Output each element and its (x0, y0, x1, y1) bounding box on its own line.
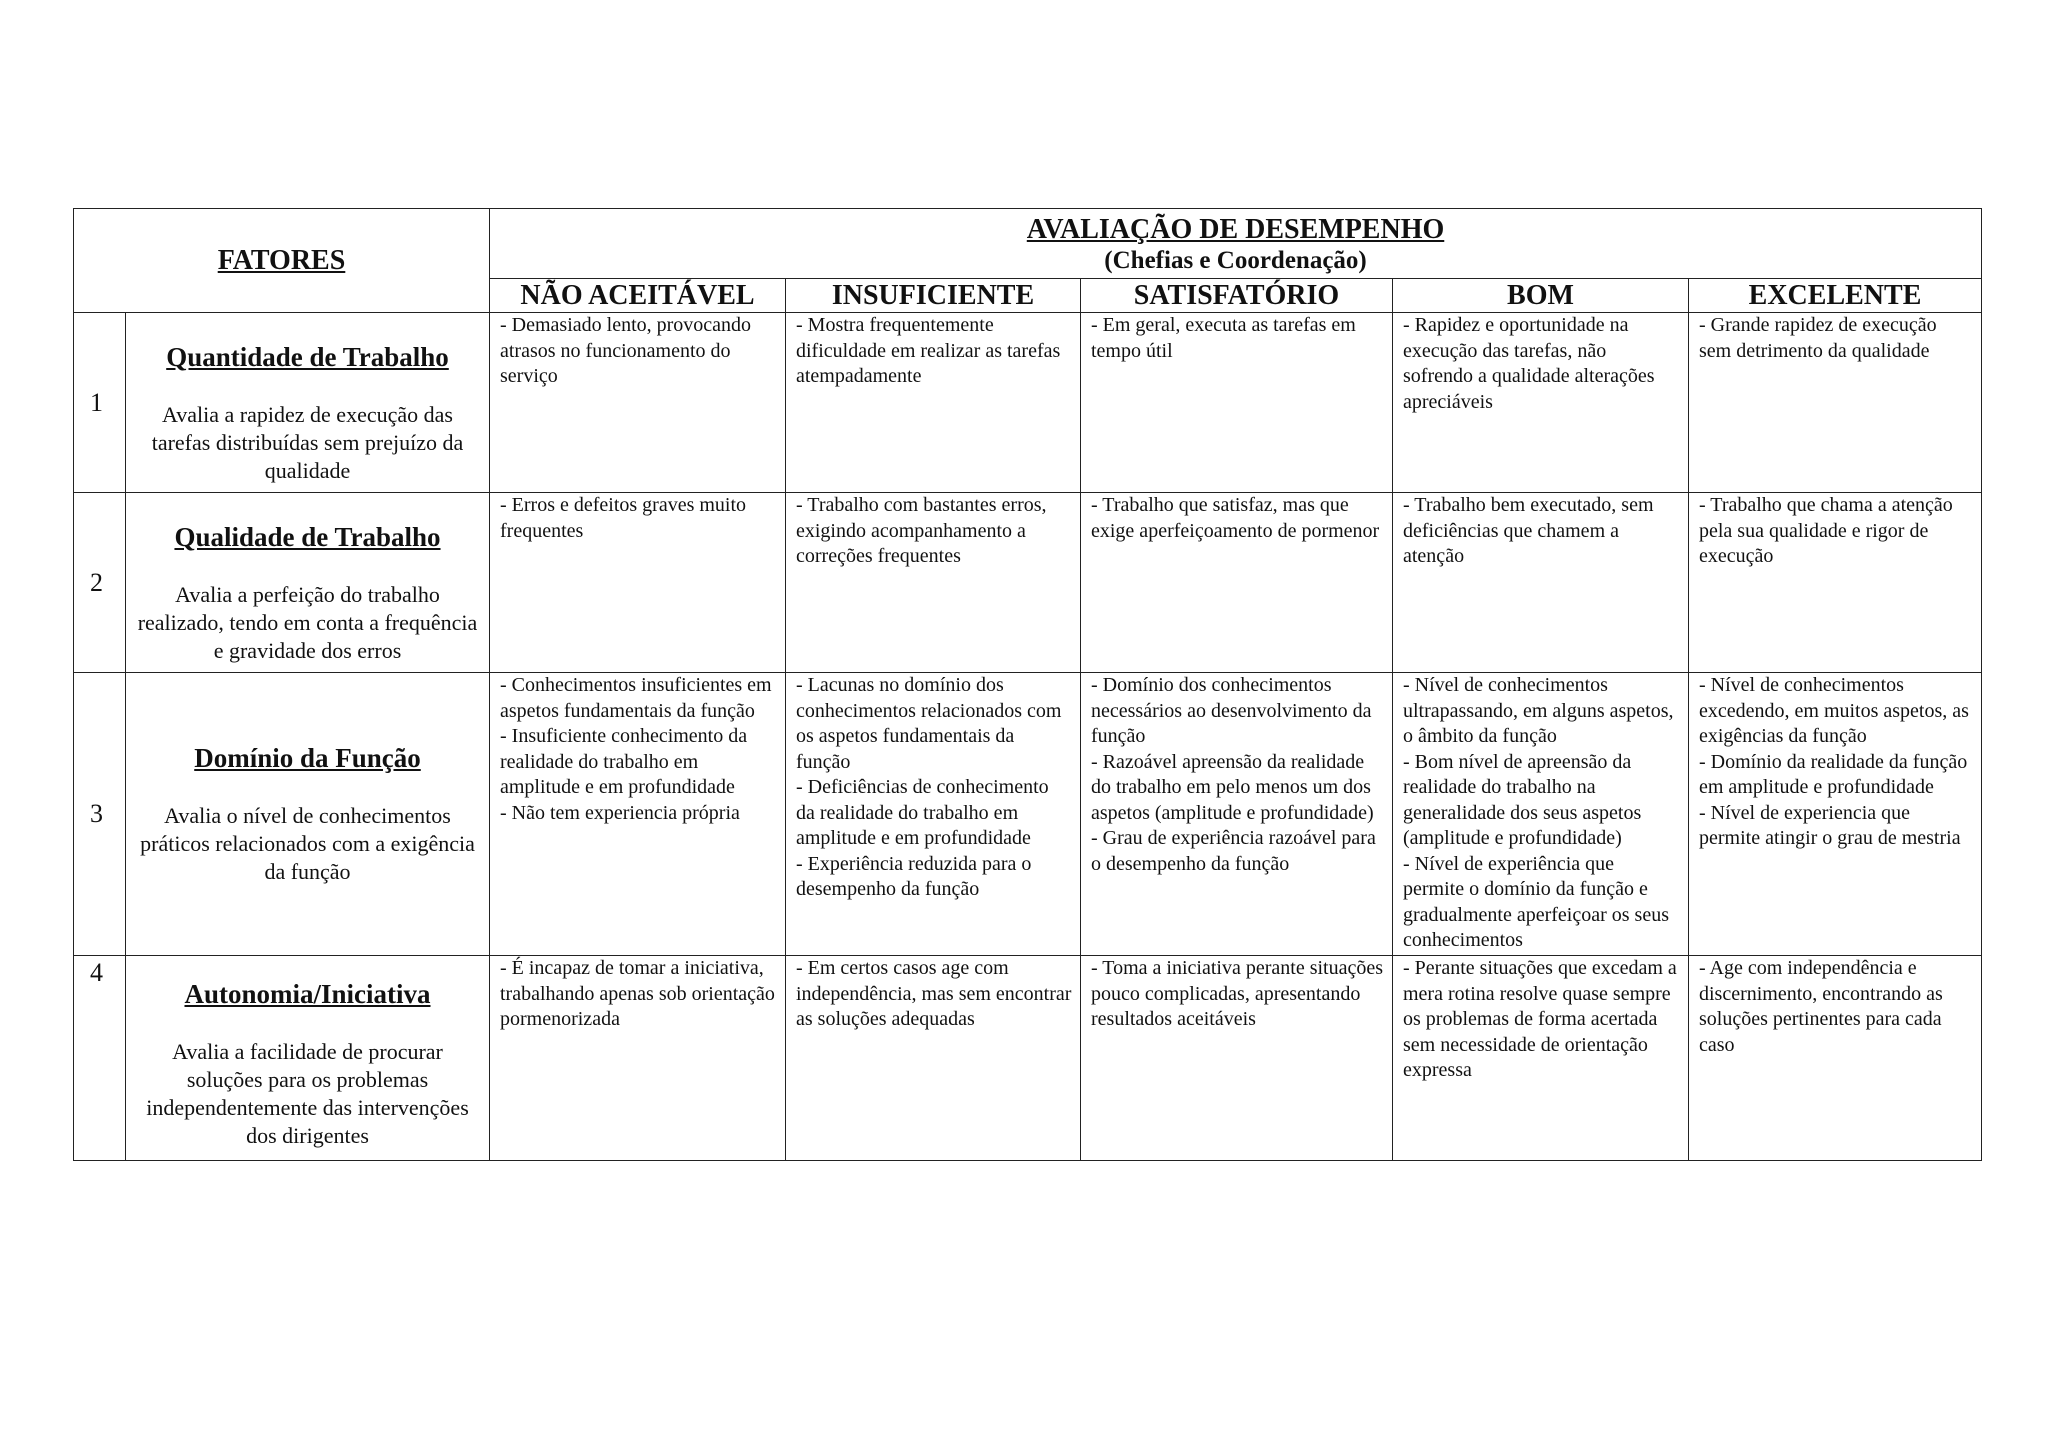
level-description (1393, 673, 1689, 956)
description-line: - Nível de conhecimentos excedendo, em muitos aspetos, as exigências da função (1699, 674, 1969, 747)
level-description (1393, 493, 1689, 673)
evaluation-subtitle: (Chefias e Coordenação) (1104, 246, 1367, 274)
description-line: - Erros e defeitos graves muito frequentes (500, 494, 747, 542)
level-description (1689, 493, 1982, 673)
level-description (1081, 956, 1393, 1161)
factor-description: Avalia a perfeição do trabalho realizado, tendo em conta a frequência e gravidade dos erros (137, 582, 478, 663)
level-description (490, 493, 786, 673)
row-number: 4 (74, 956, 126, 1161)
fatores-header-cell (74, 209, 490, 313)
level-description (1689, 956, 1982, 1161)
description-line: - Grande rapidez de execução sem detrimento da qualidade (1699, 314, 1937, 362)
description-line: - Age com independência e discernimento, encontrando as soluções pertinentes para cada caso (1699, 957, 1943, 1056)
level-description (490, 313, 786, 493)
level-description (1393, 313, 1689, 493)
fatores-header: FATORES (217, 244, 346, 276)
level-description (786, 956, 1081, 1161)
description-line: - Lacunas no domínio dos conhecimentos relacionados com os aspetos fundamentais da função (796, 674, 1062, 773)
description-line: - Grau de experiência razoável para o desempenho da função (1091, 827, 1376, 875)
level-description (786, 673, 1081, 956)
row-number: 2 (74, 493, 126, 673)
level-description (786, 313, 1081, 493)
row-number: 1 (74, 313, 126, 493)
description-line: - Mostra frequentemente dificuldade em realizar as tarefas atempadamente (796, 314, 1061, 387)
level-description (1081, 673, 1393, 956)
description-line: - Em geral, executa as tarefas em tempo útil (1091, 314, 1356, 362)
factor-row-quantidade (74, 313, 1982, 493)
performance-evaluation-table (73, 208, 1982, 1161)
factor-cell (126, 313, 490, 493)
level-description (1689, 313, 1982, 493)
description-line: - Domínio dos conhecimentos necessários ao desenvolvimento da função (1091, 674, 1372, 747)
evaluation-title-cell (490, 209, 1982, 279)
description-line: - Trabalho com bastantes erros, exigindo acompanhamento a correções frequentes (796, 494, 1047, 567)
level-header-excelente: EXCELENTE (1689, 279, 1982, 313)
description-line: - Nível de conhecimentos ultrapassando, em alguns aspetos, o âmbito da função (1403, 674, 1674, 747)
description-line: - Em certos casos age com independência, mas sem encontrar as soluções adequadas (796, 957, 1072, 1030)
level-header-nao-aceitavel: NÃO ACEITÁVEL (490, 279, 786, 313)
description-line: - Rapidez e oportunidade na execução das tarefas, não sofrendo a qualidade alterações apreciáveis (1403, 314, 1655, 413)
level-header-insuficiente: INSUFICIENTE (786, 279, 1081, 313)
description-line: - Demasiado lento, provocando atrasos no funcionamento do serviço (500, 314, 752, 387)
description-line: - Insuficiente conhecimento da realidade do trabalho em amplitude e em profundidade (500, 725, 748, 798)
factor-name: Autonomia/Iniciativa (184, 979, 431, 1009)
level-description (1081, 493, 1393, 673)
description-line: - Domínio da realidade da função em amplitude e profundidade (1699, 750, 1968, 798)
header-row-title (74, 209, 1982, 279)
level-description (1081, 313, 1393, 493)
description-line: - Conhecimentos insuficientes em aspetos fundamentais da função (500, 674, 772, 722)
level-description (786, 493, 1081, 673)
description-line: - Trabalho que satisfaz, mas que exige aperfeiçoamento de pormenor (1091, 494, 1380, 542)
factor-row-qualidade (74, 493, 1982, 673)
factor-name: Quantidade de Trabalho (166, 342, 449, 372)
description-line: - Toma a iniciativa perante situações pouco complicadas, apresentando resultados aceitáveis (1091, 957, 1384, 1030)
factor-row-autonomia (74, 956, 1982, 1161)
level-description (1393, 956, 1689, 1161)
factor-cell (126, 673, 490, 956)
description-line: - É incapaz de tomar a iniciativa, trabalhando apenas sob orientação pormenorizada (500, 957, 775, 1030)
description-line: - Nível de experiência que permite o domínio da função e gradualmente aperfeiçoar os seus conhecimentos (1403, 852, 1669, 951)
level-description (1689, 673, 1982, 956)
description-line: - Bom nível de apreensão da realidade do trabalho na generalidade dos seus aspetos (amplitude e profundidade) (1403, 750, 1642, 849)
description-line: - Experiência reduzida para o desempenho da função (796, 852, 1032, 900)
description-line: - Razoável apreensão da realidade do trabalho em pelo menos um dos aspetos (amplitude e profundidade) (1091, 750, 1374, 824)
row-number: 3 (74, 673, 126, 956)
description-line: - Perante situações que excedam a mera rotina resolve quase sempre os problemas de forma acertada sem necessidade de orientação expressa (1403, 957, 1677, 1081)
factor-name: Domínio da Função (194, 743, 421, 773)
factor-description: Avalia o nível de conhecimentos práticos relacionados com a exigência da função (140, 803, 475, 884)
factor-name: Qualidade de Trabalho (174, 522, 441, 552)
factor-description: Avalia a rapidez de execução das tarefas distribuídas sem prejuízo da qualidade (151, 402, 464, 483)
description-line: - Deficiências de conhecimento da realidade do trabalho em amplitude e em profundidade (796, 776, 1049, 849)
description-line: - Não tem experiencia própria (500, 801, 740, 824)
description-line: - Nível de experiencia que permite atingir o grau de mestria (1699, 801, 1961, 849)
level-description (490, 956, 786, 1161)
level-header-bom: BOM (1393, 279, 1689, 313)
factor-cell (126, 956, 490, 1161)
evaluation-title: AVALIAÇÃO DE DESEMPENHO (1026, 213, 1445, 245)
level-description (490, 673, 786, 956)
level-header-satisfatorio: SATISFATÓRIO (1081, 279, 1393, 313)
description-line: - Trabalho que chama a atenção pela sua qualidade e rigor de execução (1699, 494, 1953, 567)
factor-description: Avalia a facilidade de procurar soluções para os problemas independentemente das intervenções dos dirigentes (146, 1039, 469, 1148)
factor-cell (126, 493, 490, 673)
description-line: - Trabalho bem executado, sem deficiências que chamem a atenção (1403, 494, 1654, 567)
factor-row-dominio (74, 673, 1982, 956)
